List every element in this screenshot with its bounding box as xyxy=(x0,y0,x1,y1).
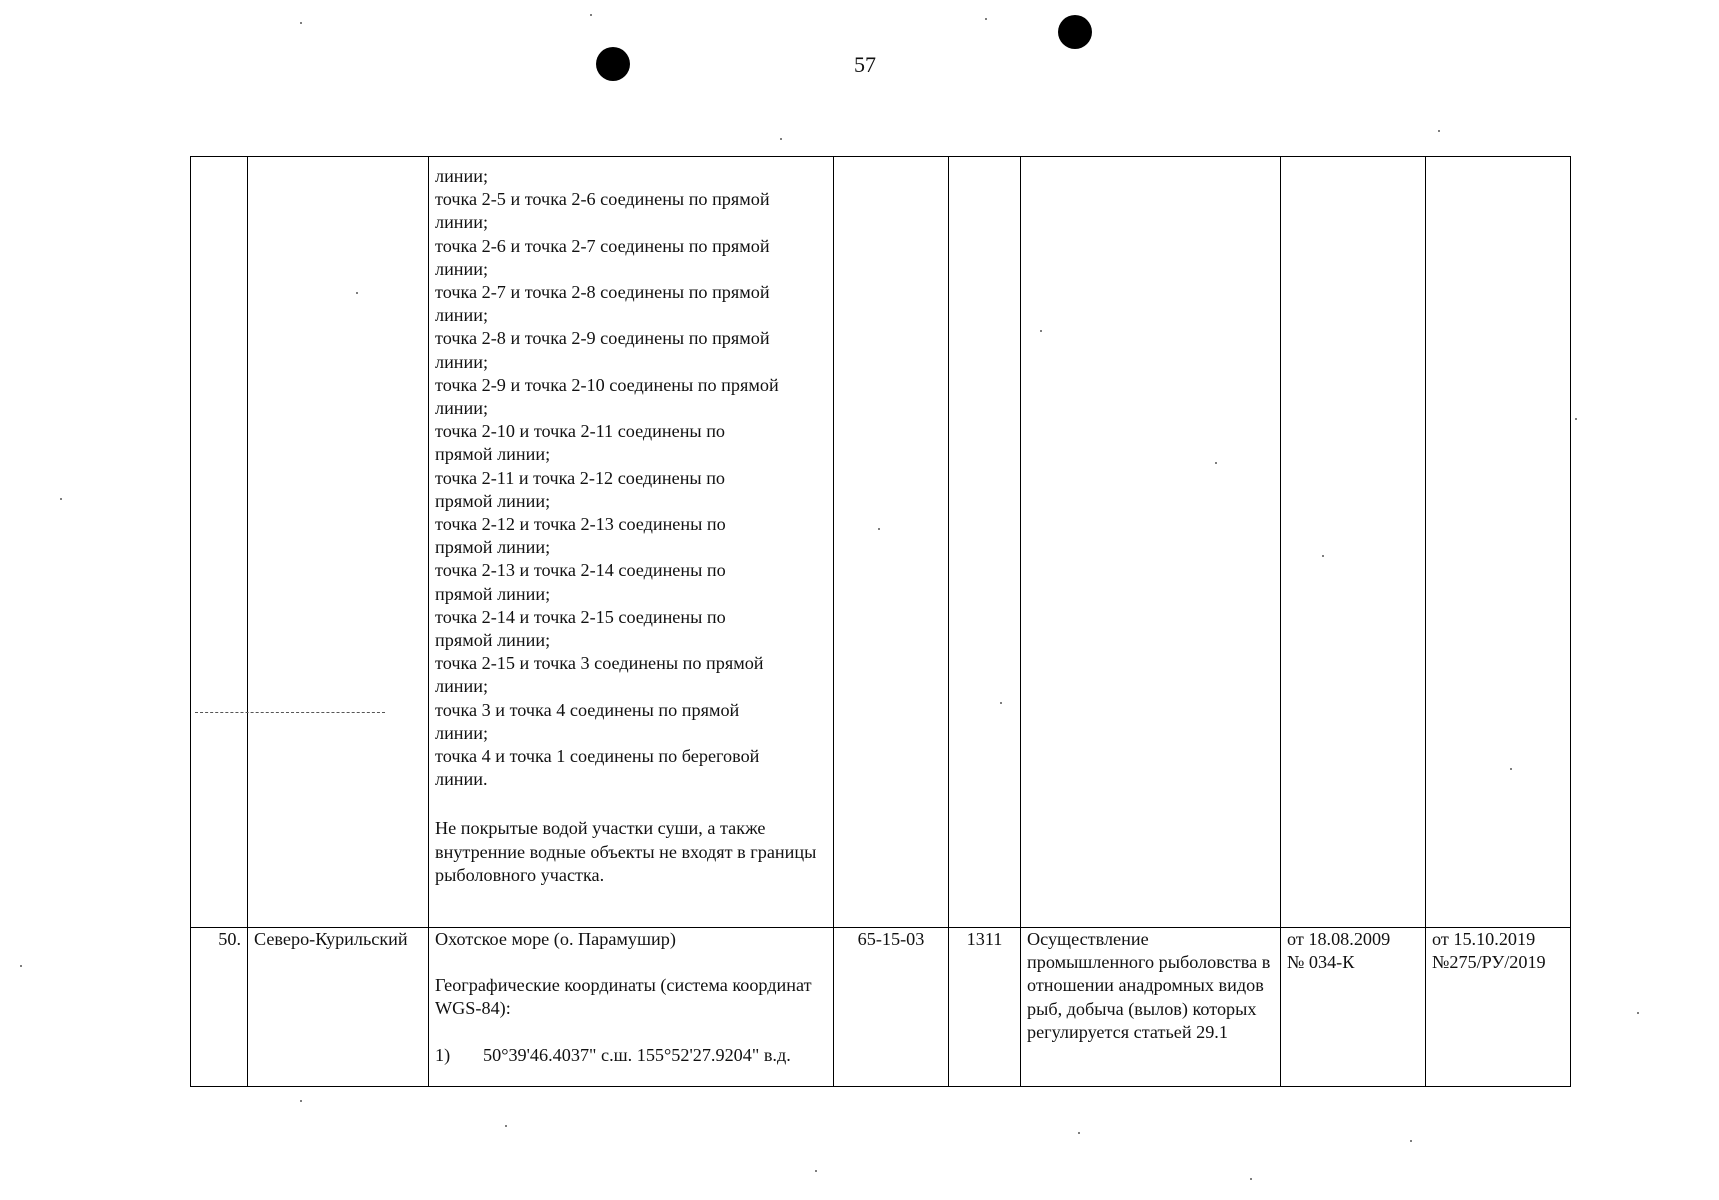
boundary-segment-line: линии; xyxy=(435,676,489,697)
cell-district xyxy=(248,157,429,928)
scan-speck xyxy=(20,965,22,967)
boundary-segment-line: точка 2-7 и точка 2-8 соединены по прямой xyxy=(435,282,770,303)
boundary-segment-line: линии; xyxy=(435,305,489,326)
scan-speck xyxy=(1575,418,1577,420)
area-purpose: Осуществление промышленного рыболовства в отношении анадромных видов рыб, добыча (вылов) которых регулируется статьей 29.1 xyxy=(1021,928,1281,1087)
scan-speck xyxy=(815,1170,817,1172)
scan-speck xyxy=(300,1100,302,1102)
coordinate-entry xyxy=(435,1044,827,1067)
scan-speck xyxy=(780,138,782,140)
scan-speck xyxy=(356,292,358,294)
table-row xyxy=(191,928,1571,1087)
scan-speck xyxy=(1637,1012,1639,1014)
decision-number: № 034-К xyxy=(1287,952,1355,973)
cell-number xyxy=(191,157,248,928)
boundary-segment-list xyxy=(435,157,827,791)
scan-speck xyxy=(60,498,62,500)
cell-code xyxy=(834,157,949,928)
boundary-segment-line: точка 2-15 и точка 3 соединены по прямой xyxy=(435,653,764,674)
boundary-segment-line: точка 2-5 и точка 2-6 соединены по прямой xyxy=(435,189,770,210)
boundary-segment-line: линии; xyxy=(435,398,489,419)
area-code: 65-15-03 xyxy=(834,928,949,1087)
boundary-note: Не покрытые водой участки суши, а также внутренние водные объекты не входят в границы рыболовного участка. xyxy=(435,818,817,885)
boundary-segment-line: линии; xyxy=(435,258,489,279)
cell-agreement xyxy=(1426,157,1571,928)
scan-speck xyxy=(1322,555,1324,557)
boundary-segment-line: точка 2-13 и точка 2-14 соединены по xyxy=(435,560,726,581)
scan-speck xyxy=(1510,768,1512,770)
agreement-reference xyxy=(1426,928,1571,1087)
sea-name: Охотское море (о. Парамушир) xyxy=(435,929,676,949)
scan-speck xyxy=(590,14,592,16)
area-number: 1311 xyxy=(949,928,1021,1087)
boundary-segment-line: точка 2-9 и точка 2-10 соединены по прямой xyxy=(435,374,779,395)
scan-speck xyxy=(505,1125,507,1127)
scan-speck xyxy=(1250,1178,1252,1180)
boundary-segment-line: линии; xyxy=(435,351,489,372)
boundary-segment-line: линии; xyxy=(435,722,489,743)
scan-speck xyxy=(300,22,302,24)
cell-purpose xyxy=(1021,157,1281,928)
scan-speck xyxy=(878,528,880,530)
boundary-segment-line: точка 3 и точка 4 соединены по прямой xyxy=(435,699,740,720)
boundary-segment-line: точка 2-8 и точка 2-9 соединены по прямой xyxy=(435,328,770,349)
decision-date: от 18.08.2009 xyxy=(1287,929,1391,949)
cell-area-number xyxy=(949,157,1021,928)
punch-hole-mark xyxy=(1058,15,1092,49)
boundary-segment-line: прямой линии; xyxy=(435,444,551,465)
coordinate-system-label: Географические координаты (система координат WGS-84): xyxy=(435,975,812,1019)
coordinate-value: 50°39'46.4037" с.ш. 155°52'27.9204" в.д. xyxy=(483,1044,791,1065)
boundary-segment-line: точка 2-14 и точка 2-15 соединены по xyxy=(435,606,726,627)
punch-hole-mark xyxy=(596,47,630,81)
cell-boundary-description xyxy=(429,157,834,928)
row-number: 50. xyxy=(191,928,248,1087)
area-description xyxy=(429,928,834,1087)
scan-speck xyxy=(985,18,987,20)
boundary-segment-line: прямой линии; xyxy=(435,583,551,604)
boundary-segment-line: линии; xyxy=(435,212,489,233)
district-name: Северо-Курильский xyxy=(248,928,429,1087)
scan-speck xyxy=(1000,702,1002,704)
scan-speck xyxy=(1040,330,1042,332)
boundary-segment-line: точка 2-10 и точка 2-11 соединены по xyxy=(435,421,726,442)
boundary-segment-line: точка 2-12 и точка 2-13 соединены по xyxy=(435,514,726,535)
boundary-segment-line: прямой линии; xyxy=(435,630,551,651)
scan-dash-artifact xyxy=(195,712,385,713)
boundary-segment-line: точка 2-6 и точка 2-7 соединены по прямой xyxy=(435,235,770,256)
cell-decision xyxy=(1281,157,1426,928)
boundary-segment-line: прямой линии; xyxy=(435,490,551,511)
boundary-segment-line: точка 4 и точка 1 соединены по береговой xyxy=(435,746,760,767)
fishing-areas-table xyxy=(190,156,1571,1087)
boundary-segment-line: прямой линии; xyxy=(435,537,551,558)
table-row-continuation xyxy=(191,157,1571,928)
page-number: 57 xyxy=(854,52,876,77)
boundary-segment-line: точка 2-11 и точка 2-12 соединены по xyxy=(435,467,726,488)
decision-reference xyxy=(1281,928,1426,1087)
scan-speck xyxy=(1215,462,1217,464)
coordinate-index: 1) xyxy=(435,1044,451,1065)
scan-speck xyxy=(1078,1132,1080,1134)
agreement-date: от 15.10.2019 xyxy=(1432,929,1536,949)
boundary-segment-line: линии; xyxy=(435,166,489,186)
scan-speck xyxy=(1438,130,1440,132)
scan-speck xyxy=(1410,1140,1412,1142)
boundary-segment-line: линии. xyxy=(435,769,488,790)
agreement-number: №275/РУ/2019 xyxy=(1432,952,1546,973)
